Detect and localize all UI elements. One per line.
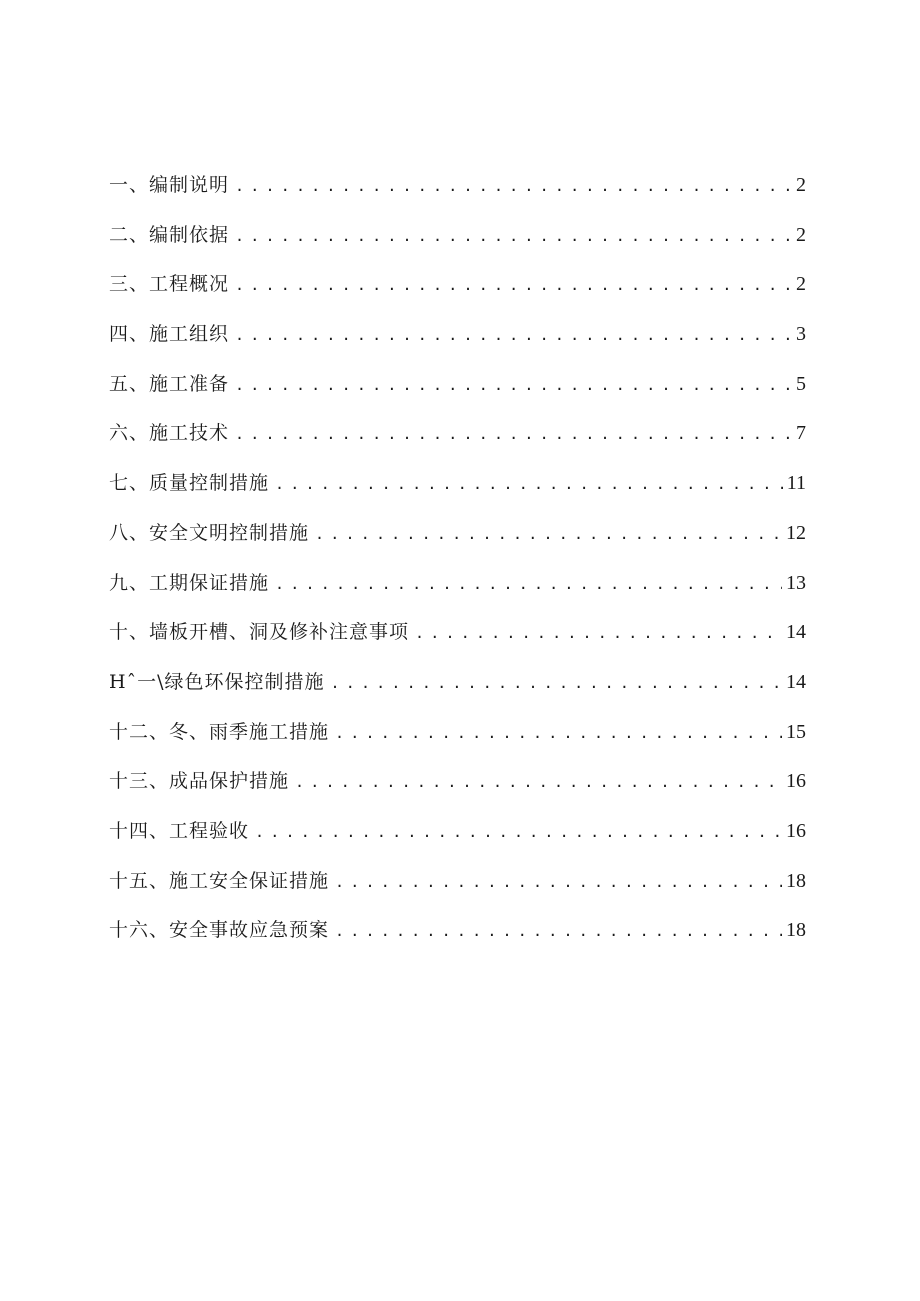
- toc-entry-title: 一、编制说明: [109, 174, 230, 196]
- toc-entry-title: 十五、施工安全保证措施: [109, 869, 330, 892]
- toc-dot-leader: [335, 907, 782, 957]
- toc-entry[interactable]: [109, 608, 806, 658]
- toc-dot-leader: [415, 609, 782, 659]
- toc-dot-leader: [315, 510, 782, 560]
- toc-entry-title: 九、工期保证措施: [109, 571, 270, 594]
- toc-entry-page: 12: [786, 521, 806, 544]
- toc-entry[interactable]: [109, 708, 806, 758]
- toc-dot-leader: [330, 659, 782, 709]
- toc-dot-leader: [235, 410, 792, 460]
- toc-entry[interactable]: [109, 409, 806, 459]
- toc-entry-page: 2: [796, 223, 806, 246]
- toc-entry-title: 五、施工准备: [109, 372, 230, 395]
- toc-entry-page: 5: [796, 372, 806, 395]
- toc-dot-leader: [255, 808, 782, 858]
- toc-dot-leader: [235, 261, 792, 311]
- table-of-contents: [109, 161, 806, 956]
- toc-entry-page: 16: [786, 819, 806, 842]
- toc-entry-page: 13: [786, 571, 806, 594]
- toc-dot-leader: [275, 460, 783, 510]
- toc-entry-page: 18: [786, 869, 806, 892]
- toc-entry-title: 十三、成品保护措施: [109, 770, 290, 793]
- toc-entry-page: 14: [786, 621, 806, 644]
- toc-dot-leader: [295, 758, 782, 808]
- toc-entry-title: 十六、安全事故应急预案: [109, 919, 330, 942]
- toc-entry-title: 十二、冬、雨季施工措施: [109, 720, 330, 743]
- toc-entry-page: 3: [796, 323, 806, 346]
- toc-entry[interactable]: [109, 906, 806, 956]
- toc-entry[interactable]: [109, 459, 806, 509]
- toc-dot-leader: [335, 709, 782, 759]
- toc-entry[interactable]: [109, 509, 806, 559]
- toc-entry-page: 2: [796, 174, 806, 196]
- toc-entry-page: 18: [786, 919, 806, 942]
- toc-entry[interactable]: [109, 211, 806, 261]
- toc-entry-page: 14: [786, 670, 806, 693]
- toc-dot-leader: [235, 361, 792, 411]
- toc-entry[interactable]: [109, 559, 806, 609]
- toc-entry-title: 十四、工程验收: [109, 819, 250, 842]
- toc-entry[interactable]: [109, 310, 806, 360]
- toc-entry-page: 2: [796, 273, 806, 296]
- toc-entry-page: 11: [786, 472, 806, 495]
- toc-dot-leader: [235, 311, 792, 361]
- toc-dot-leader: [235, 212, 792, 262]
- toc-entry-title: Hˆ一\绿色环保控制措施: [109, 670, 325, 693]
- toc-entry-title: 七、质量控制措施: [109, 472, 270, 495]
- toc-entry-page: 7: [796, 422, 806, 445]
- toc-entry-title: 八、安全文明控制措施: [109, 521, 310, 544]
- toc-entry[interactable]: [109, 260, 806, 310]
- toc-entry[interactable]: [109, 161, 806, 211]
- toc-dot-leader: [335, 858, 782, 908]
- toc-dot-leader: [275, 560, 782, 610]
- toc-entry-title: 十、墙板开槽、洞及修补注意事项: [109, 621, 410, 644]
- toc-entry-title: 二、编制依据: [109, 223, 230, 246]
- toc-entry-title: 六、施工技术: [109, 422, 230, 445]
- toc-entry-page: 16: [786, 770, 806, 793]
- toc-dot-leader: [235, 162, 792, 212]
- toc-entry[interactable]: [109, 360, 806, 410]
- toc-entry[interactable]: [109, 857, 806, 907]
- toc-entry[interactable]: [109, 807, 806, 857]
- toc-entry[interactable]: [109, 658, 806, 708]
- toc-entry[interactable]: [109, 757, 806, 807]
- toc-entry-title: 四、施工组织: [109, 323, 230, 346]
- toc-entry-page: 15: [786, 720, 806, 743]
- toc-entry-title: 三、工程概况: [109, 273, 230, 296]
